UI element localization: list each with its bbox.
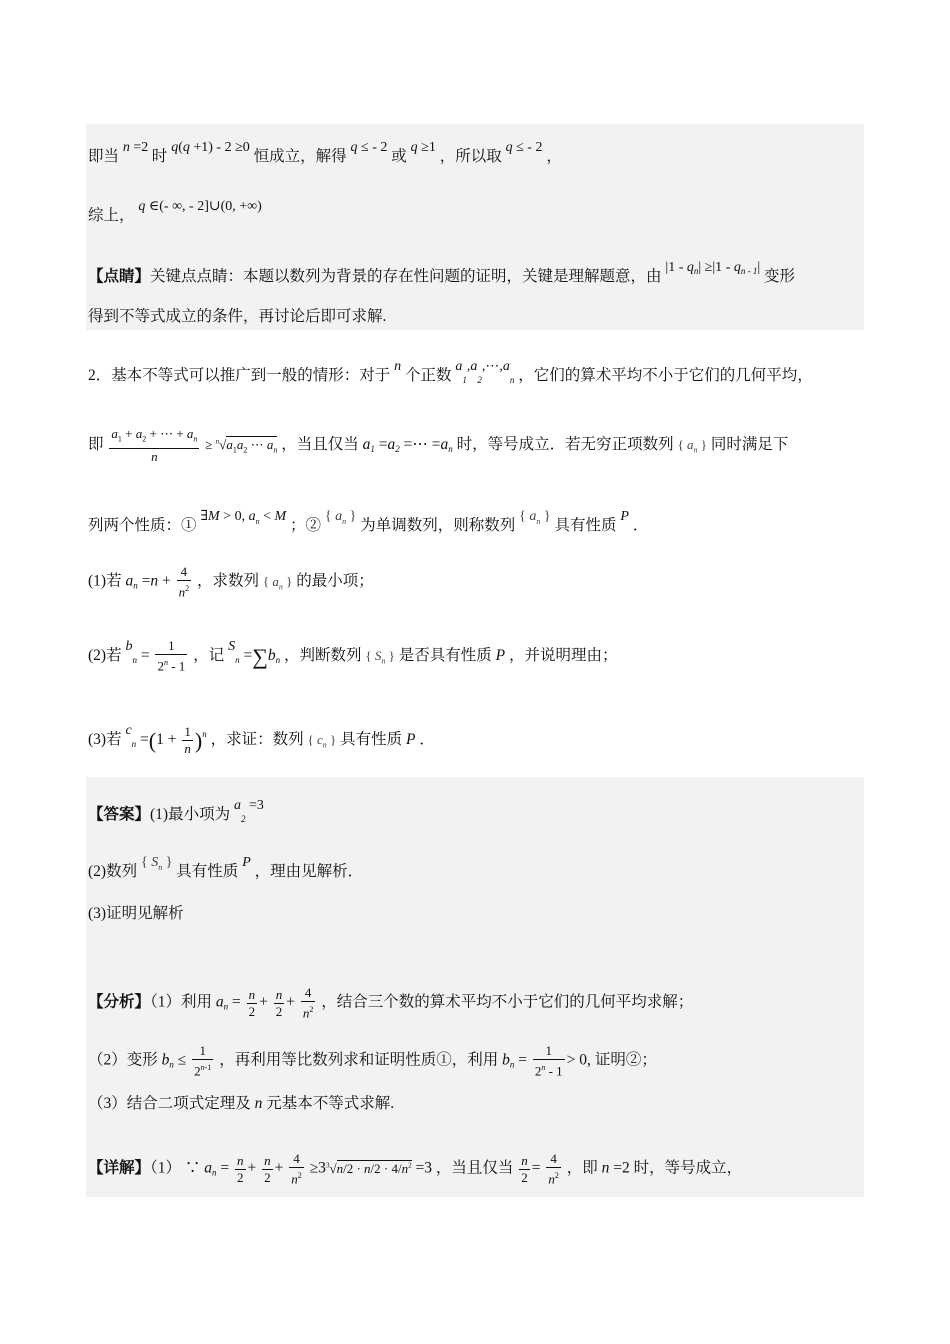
analysis-line-3: （3）结合二项式定理及 n 元基本不等式求解.	[88, 1095, 395, 1112]
solution-line-1: 即当 n =2 时 q(q +1) - 2 ≥0 恒成立，解得 q ≤ - 2 或 q ≥1 ，所以取 q ≤ - 2 ，	[88, 140, 562, 165]
answer-line-1: 【答案】(1)最小项为 $a_2 =3$	[88, 798, 264, 824]
analysis-line-1: 【分析】（1）利用 $a_n$ = $\frac{n}{2}$ + $\frac{n}{2}$ + $\frac{4}{n^2}$ ，结合三个数的算术平均不小于它们的几何平均求解；	[88, 985, 694, 1021]
answer-line-3: (3)证明见解析	[88, 905, 184, 922]
problem-line-2: 即 $\frac{a_1 + a_2 + \cdots + a_n}{n}$ ≥ $^n√a_1a_2$ ⋯ $a_n$ ，当且仅当 $a_1 =a_2$ =⋯ $=a_n$ 时，等号成立．若无穷正项数列 { $a_n$ } 同时满足下	[88, 426, 789, 464]
note-line-2: 得到不等式成立的条件，再讨论后即可求解.	[88, 308, 387, 325]
question-1: (1)若 $a_n =n$ + $\frac{4}{n^2}$ ，求数列 { $a_n$ } 的最小项；	[88, 564, 374, 600]
problem-line-3: 列两个性质：① ∃M > 0, $a_n < M$ ；② { $a_n$ } 为单调数列，则称数列 { $a_n$ } 具有性质 P ．	[88, 509, 649, 534]
analysis-line-2: （2）变形 $b_n$ ≤ $\frac{1}{2^{n-1}}$ ，再利用等比数列求和证明性质①，利用 $b_n$ = $\frac{1}{2^n - 1}$ > 0, 证明②；	[88, 1043, 657, 1079]
solution-line-2: 综上， q ∈(- ∞, - 2]∪(0, +∞)	[88, 199, 262, 224]
answer-line-2: (2)数列 { $S_n$ } 具有性质 P ，理由见解析．	[88, 855, 364, 880]
question-2: (2)若 $b_n$ = $\frac{1}{2^n - 1}$ ，记 $S_n =\sum b_n$ ，判断数列 { $S_n$ } 是否具有性质 P ，并说明理由；	[88, 638, 618, 674]
note-line-1: 【点睛】关键点点睛：本题以数列为背景的存在性问题的证明，关键是理解题意，由 $|1 - q^n| \ge|1 - q^{n - 1}|$ 变形	[88, 260, 796, 285]
detail-line-1: 【详解】（1） ∵ $a_n$ = $\frac{n}{2}$ + $\frac{n}{2}$ + $\frac{4}{n^2}$ $\ge 3^3√n/2 \cdot n/2 \cdot 4/n^2 =3$ ，当且仅当 $\frac{n}{2}$ = $\frac{4}{n^2}$ ，即 n =2 时，等号成立，	[88, 1151, 743, 1187]
problem-line-1: 2．基本不等式可以推广到一般的情形：对于 n 个正数 $a_1,a_2,\cdots,a_n$ ，它们的算术平均不小于它们的几何平均，	[88, 359, 813, 385]
question-3: (3)若 $c_n =(1$ + $\frac{1}{n}$ )$^n$ ，求证：数列 { $c_n$ } 具有性质 P ．	[88, 723, 435, 756]
